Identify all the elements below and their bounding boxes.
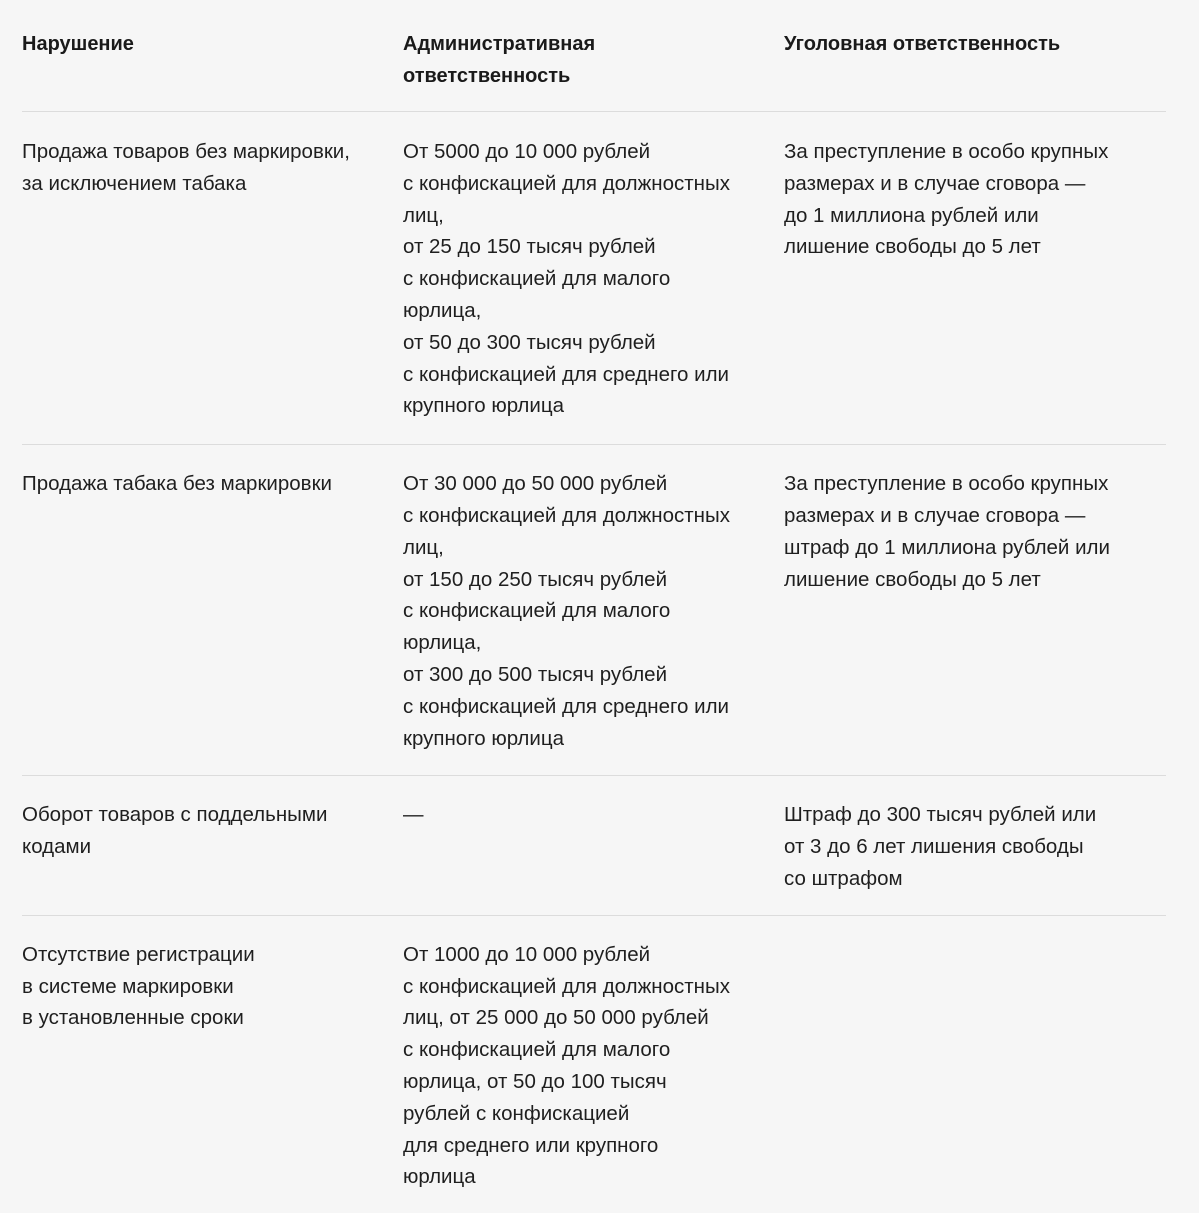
cell-criminal	[784, 468, 1166, 754]
cell-admin-line: с конфискацией для среднего или	[403, 694, 729, 718]
cell-admin-line: от 25 до 150 тысяч рублей	[403, 235, 656, 259]
cell-admin-line: —	[403, 803, 424, 827]
cell-admin-line: юрлица	[403, 1165, 476, 1189]
cell-admin	[403, 939, 784, 1193]
cell-admin-line: с конфискацией для малого	[403, 599, 671, 623]
cell-admin-line: юрлица, от 50 до 100 тысяч	[403, 1069, 667, 1093]
header-admin-line: Административная	[403, 33, 596, 55]
cell-criminal-line: от 3 до 6 лет лишения свободы	[784, 835, 1084, 859]
cell-criminal-line: размерах и в случае сговора —	[784, 503, 1086, 527]
table-row	[22, 916, 1166, 1213]
cell-admin-line: лиц,	[403, 203, 444, 227]
cell-criminal-line: со штрафом	[784, 866, 903, 890]
cell-violation	[22, 799, 403, 894]
cell-criminal-line: Штраф до 300 тысяч рублей или	[784, 803, 1097, 827]
header-admin-line: ответственность	[403, 64, 571, 87]
header-criminal-label: Уголовная ответственность	[784, 33, 1061, 55]
cell-criminal	[784, 136, 1166, 422]
cell-violation-line: за исключением табака	[22, 171, 247, 195]
cell-violation-line: Оборот товаров с поддельными	[22, 803, 328, 827]
header-violation-label: Нарушение	[22, 33, 134, 55]
cell-criminal-line: до 1 миллиона рублей или	[784, 203, 1039, 227]
cell-admin-line: с конфискацией для малого	[403, 1038, 671, 1062]
cell-violation	[22, 939, 403, 1193]
cell-criminal-line: За преступление в особо крупных	[784, 472, 1109, 496]
cell-admin-line: с конфискацией для малого	[403, 267, 671, 291]
cell-criminal	[784, 799, 1166, 894]
cell-admin-line: от 300 до 500 тысяч рублей	[403, 662, 668, 686]
header-criminal	[784, 29, 1166, 111]
cell-admin	[403, 799, 784, 894]
cell-admin-line: От 1000 до 10 000 рублей	[403, 942, 651, 966]
cell-violation-line: в установленные сроки	[22, 1006, 244, 1030]
cell-admin-line: с конфискацией для должностных	[403, 171, 730, 195]
cell-admin-line: с конфискацией для среднего или	[403, 362, 729, 386]
cell-admin-line: От 5000 до 10 000 рублей	[403, 140, 651, 163]
cell-admin-line: с конфискацией для должностных	[403, 503, 730, 527]
cell-admin-line: юрлица,	[403, 631, 482, 655]
cell-admin-line: рублей с конфискацией	[403, 1101, 630, 1125]
cell-violation-line: Отсутствие регистрации	[22, 942, 255, 966]
cell-admin-line: крупного юрлица	[403, 726, 564, 750]
cell-admin-line: юрлица,	[403, 298, 482, 322]
table-header-row	[22, 0, 1166, 112]
cell-violation-line: кодами	[22, 835, 92, 859]
cell-violation	[22, 468, 403, 754]
cell-admin	[403, 468, 784, 754]
cell-admin-line: для среднего или крупного	[403, 1133, 659, 1157]
cell-violation	[22, 136, 403, 422]
header-violation	[22, 29, 403, 111]
cell-admin-line: крупного юрлица	[403, 394, 564, 418]
cell-criminal-line: лишение свободы до 5 лет	[784, 235, 1041, 259]
cell-admin-line: От 30 000 до 50 000 рублей	[403, 472, 668, 496]
table-row	[22, 776, 1166, 915]
table-body	[22, 112, 1166, 1213]
cell-admin-line: от 150 до 250 тысяч рублей	[403, 567, 668, 591]
table-row	[22, 112, 1166, 445]
cell-criminal-line: штраф до 1 миллиона рублей или	[784, 535, 1110, 559]
cell-criminal-line: лишение свободы до 5 лет	[784, 567, 1041, 591]
cell-criminal-line: размерах и в случае сговора —	[784, 171, 1086, 195]
cell-admin-line: лиц,	[403, 535, 444, 559]
cell-violation-line: Продажа товаров без маркировки,	[22, 140, 350, 163]
cell-violation-line: в системе маркировки	[22, 974, 234, 998]
cell-admin-line: от 50 до 300 тысяч рублей	[403, 330, 656, 354]
cell-admin-line: с конфискацией для должностных	[403, 974, 730, 998]
cell-criminal-line: За преступление в особо крупных	[784, 140, 1109, 163]
cell-criminal	[784, 939, 1166, 1193]
table-row	[22, 445, 1166, 776]
cell-violation-line: Продажа табака без маркировки	[22, 472, 332, 496]
cell-admin-line: лиц, от 25 000 до 50 000 рублей	[403, 1006, 709, 1030]
header-admin	[403, 29, 784, 111]
cell-admin	[403, 136, 784, 422]
penalties-table	[22, 0, 1166, 1213]
